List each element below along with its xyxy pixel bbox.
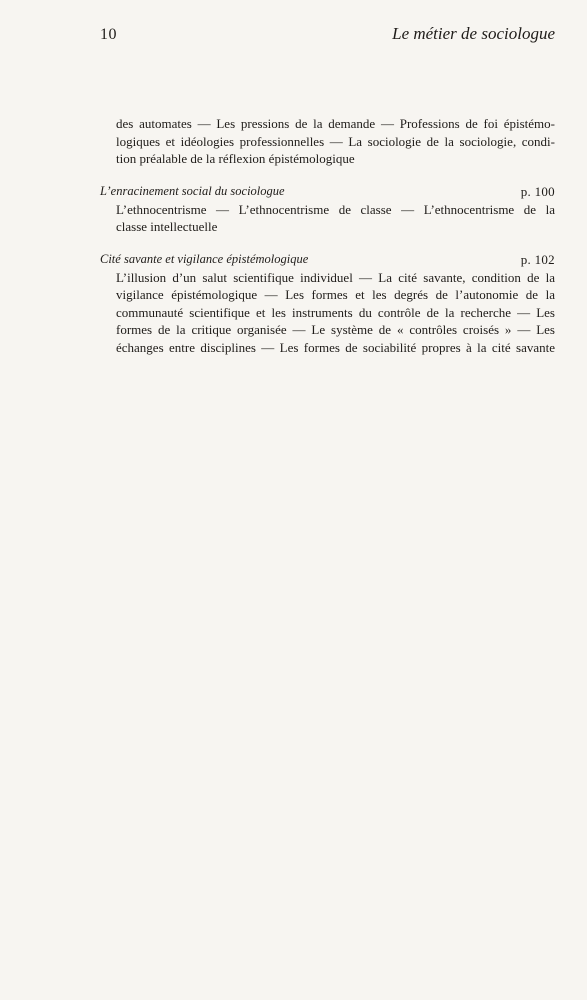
body-line: classe intellectuelle <box>116 219 218 234</box>
page-header <box>100 22 555 48</box>
body-line: communauté scientifique et les instruments du contrôle de la recherche — Les <box>116 304 555 320</box>
toc-entry <box>100 184 555 236</box>
toc-entry <box>100 252 555 357</box>
toc-entry-body <box>100 201 555 236</box>
toc-entry-body <box>100 269 555 357</box>
body-line: échanges entre disciplines — Les formes de sociabilité propres à la cité savante <box>116 339 555 355</box>
toc-continuation <box>100 115 555 168</box>
running-title: Le métier de sociologue <box>392 24 555 43</box>
toc-entry-heading <box>100 252 555 269</box>
table-of-contents <box>100 115 555 372</box>
page-number: 10 <box>100 26 117 43</box>
body-line: L’ethnocentrisme — L’ethnocentrisme de classe — L’ethnocentrisme de la <box>116 201 555 217</box>
body-line: vigilance épistémologique — Les formes et les degrés de l’autonomie de la <box>116 287 555 302</box>
body-line: L’illusion d’un salut scientifique individuel — La cité savante, condition de la <box>116 269 555 285</box>
body-line: des automates — Les pressions de la demande — Professions de foi épistémo- <box>116 116 555 131</box>
toc-entry-page: p. 102 <box>520 251 555 267</box>
toc-entry-page: p. 100 <box>520 183 555 199</box>
toc-entry-title: Cité savante et vigilance épistémologique <box>100 251 309 266</box>
body-line: tion préalable de la réflexion épistémologique <box>116 151 355 166</box>
body-line: formes de la critique organisée — Le système de « contrôles croisés » — Les <box>116 322 555 337</box>
toc-entry-heading <box>100 184 555 201</box>
body-line: logiques et idéologies professionnelles — La sociologie de la sociologie, condi- <box>116 133 555 149</box>
toc-entry-title: L’enracinement social du sociologue <box>100 183 285 198</box>
toc-entry-body <box>100 115 555 168</box>
